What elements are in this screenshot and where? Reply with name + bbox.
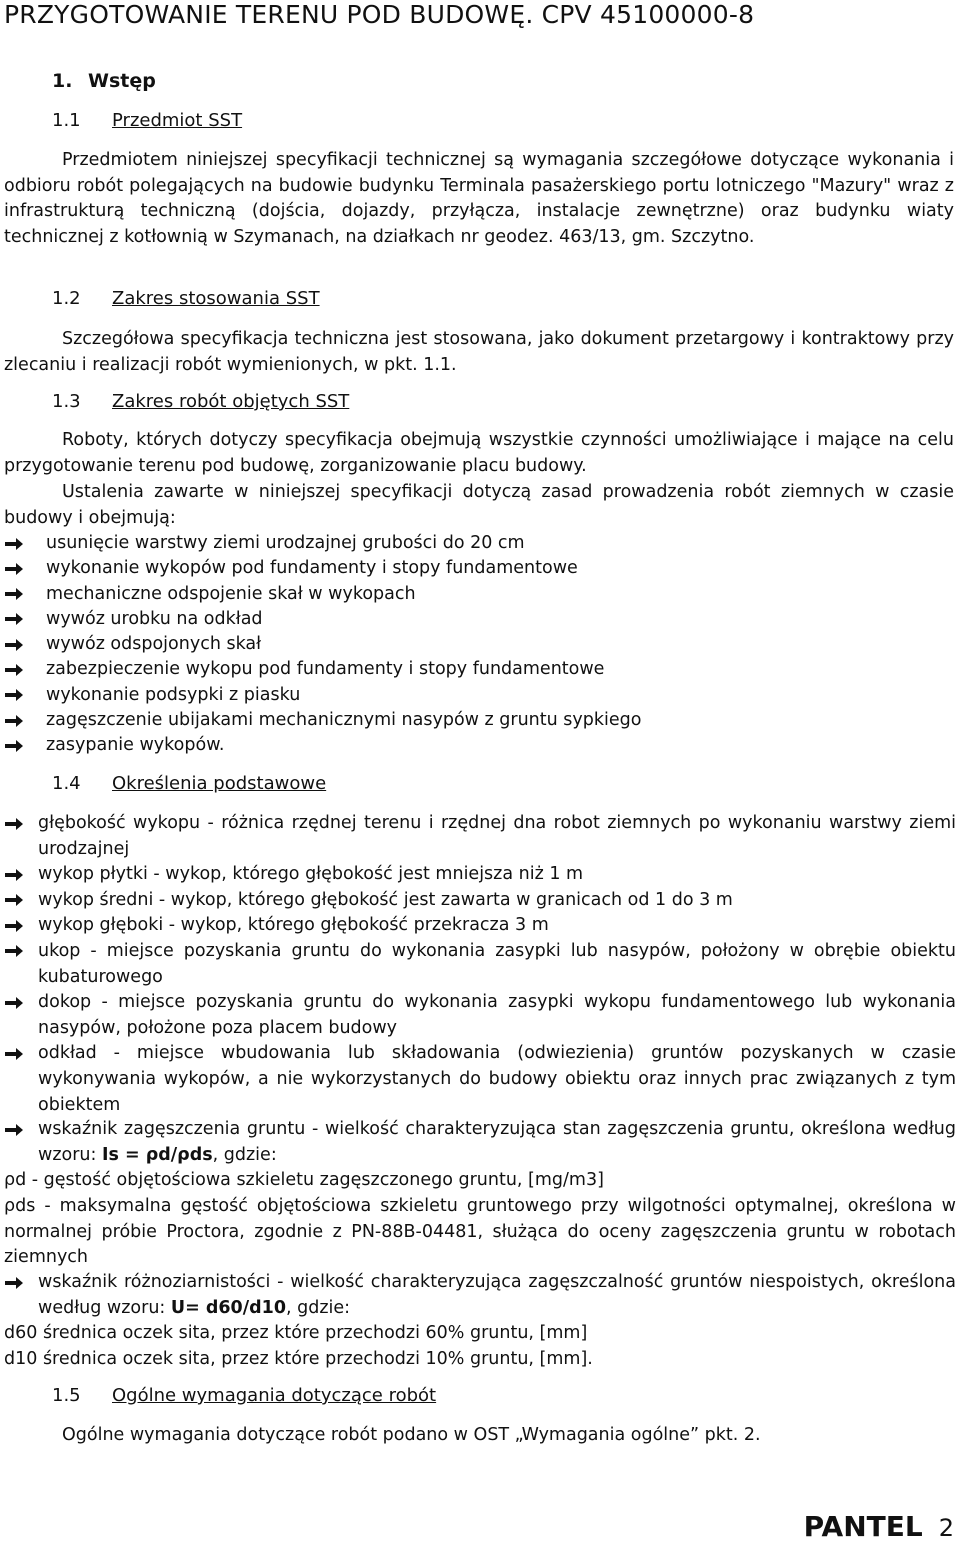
page-footer — [804, 1510, 954, 1543]
subsection-number: 1.4 — [52, 773, 81, 794]
list-item-text: ukop - miejsce pozyskania gruntu do wykonania zasypki lub nasypów, położony w obrębie obiektu kubaturowego — [38, 940, 956, 987]
paragraph-text: Ogólne wymagania dotyczące robót podano w OST „Wymagania ogólne” pkt. 2. — [62, 1425, 761, 1445]
section-number: 1. — [52, 70, 73, 92]
list-item — [4, 1117, 956, 1168]
list-item — [4, 708, 956, 733]
paragraph-1-2 — [4, 327, 954, 378]
arrow-right-icon — [4, 733, 32, 758]
subsection-number: 1.1 — [52, 110, 81, 131]
arrow-right-icon — [4, 862, 32, 887]
list-item-text: wykonanie wykopów pod fundamenty i stopy fundamentowe — [46, 558, 578, 579]
list-item — [4, 556, 956, 581]
list-item — [4, 657, 956, 682]
paragraph-text: Szczegółowa specyfikacja techniczna jest stosowana, jako dokument przetargowy i kontraktowy przy zlecaniu i realizacji robót wymienionych, w pkt. 1.1. — [4, 329, 954, 375]
arrow-right-icon — [4, 556, 32, 581]
symbol-def-d10: d10 średnica oczek sita, przez które przechodzi 10% gruntu, [mm]. — [4, 1349, 593, 1369]
arrow-right-icon — [4, 939, 32, 964]
symbol-def-rho-d: ρd - gęstość objętościowa szkieletu zagęszczonego gruntu, [mg/m3] — [4, 1170, 604, 1190]
arrow-right-icon — [4, 632, 32, 657]
paragraph-text: Roboty, których dotyczy specyfikacja obejmują wszystkie czynności umożliwiające i mające na celu przygotowanie terenu pod budowę, zorganizowanie placu budowy. — [4, 430, 954, 476]
list-item — [4, 913, 956, 939]
list-item-text: wywóz urobku na odkład — [46, 608, 263, 629]
paragraph-1-3b — [4, 480, 954, 531]
company-logo-text: PANTEL — [803, 1510, 923, 1543]
list-item-text: wskaźnik różnoziarnistości - wielkość charakteryzująca zagęszczalność gruntów niespoistych, określona według wzoru: — [38, 1272, 956, 1318]
section-heading-1 — [52, 70, 156, 92]
list-item-text: zagęszczenie ubijakami mechanicznymi nasypów z gruntu sypkiego — [46, 710, 642, 731]
list-item-text: odkład - miejsce wbudowania lub składowania (odwiezienia) gruntów pozyskanych w czasie wykonywania wykopów, a nie wykorzystanych do budowy obiektu oraz innych prac związanych z tym obiektem — [38, 1043, 956, 1115]
list-item — [4, 888, 956, 914]
subsection-label: Określenia podstawowe — [112, 773, 327, 794]
list-item — [4, 607, 956, 632]
subsection-number: 1.2 — [52, 288, 81, 309]
subsection-label: Zakres stosowania SST — [112, 288, 320, 309]
document-title: PRZYGOTOWANIE TERENU POD BUDOWĘ. CPV 45100000-8 — [4, 0, 755, 29]
subsection-label: Zakres robót objętych SST — [112, 391, 350, 412]
list-item — [4, 862, 956, 888]
list-item-text: wskaźnik zagęszczenia gruntu - wielkość charakteryzująca stan zagęszczenia gruntu, określona według wzoru: — [38, 1119, 956, 1165]
definitions-list — [4, 811, 956, 1118]
arrow-right-icon — [4, 657, 32, 682]
list-item-text: wywóz odspojonych skał — [46, 634, 262, 655]
arrow-right-icon — [4, 683, 32, 708]
scope-list — [4, 531, 956, 759]
page-number: 2 — [938, 1514, 954, 1542]
paragraph-1-5 — [4, 1423, 954, 1449]
list-item — [4, 632, 956, 657]
arrow-right-icon — [4, 531, 32, 556]
symbol-def-d60: d60 średnica oczek sita, przez które przechodzi 60% gruntu, [mm] — [4, 1323, 588, 1343]
list-item-text: zabezpieczenie wykopu pod fundamenty i stopy fundamentowe — [46, 659, 605, 680]
arrow-right-icon — [4, 607, 32, 632]
list-item-text: dokop - miejsce pozyskania gruntu do wykonania zasypki wykopu fundamentowego lub wykonania nasypów, położone poza placem budowy — [38, 992, 956, 1038]
symbol-def-rho-ds: ρds - maksymalna gęstość objętościowa szkieletu gruntowego przy wilgotności optymalnej, określona w normalnej próbie Proctora, zgodnie z PN-88B-04481, służąca do oceny zagęszczenia gruntu w robotach ziemnych — [4, 1196, 956, 1268]
subsection-heading-1-5 — [52, 1385, 436, 1406]
section-label: Wstęp — [88, 70, 156, 92]
list-item — [4, 531, 956, 556]
arrow-right-icon — [4, 1117, 32, 1142]
definitions-list-is — [4, 1117, 956, 1168]
formula: Is = ρd/ρds — [101, 1144, 213, 1165]
arrow-right-icon — [4, 913, 32, 938]
subsection-heading-1-2 — [52, 288, 320, 309]
arrow-right-icon — [4, 990, 32, 1015]
list-item-text: wykonanie podsypki z piasku — [46, 684, 301, 705]
list-item — [4, 582, 956, 607]
paragraph-text: Przedmiotem niniejszej specyfikacji technicznej są wymagania szczegółowe dotyczące wykonania i odbioru robót polegających na budowie budynku Terminala pasażerskiego portu lotniczego "Mazury" wraz z infrastrukturą techniczną (dojścia, dojazdy, przyłącza, instalacje zewnętrzne) oraz budynku wiaty technicznej z kotłownią w Szymanach, na działkach nr geodez. 463/13, gm. Szczytno. — [4, 150, 954, 247]
list-item-text: zasypanie wykopów. — [46, 735, 225, 756]
subsection-heading-1-3 — [52, 391, 349, 412]
arrow-right-icon — [4, 1041, 32, 1066]
list-item — [4, 1041, 956, 1118]
list-item — [4, 939, 956, 990]
arrow-right-icon — [4, 888, 32, 913]
list-item-text: , gdzie: — [286, 1297, 351, 1318]
subsection-number: 1.5 — [52, 1385, 81, 1406]
list-item-text: wykop głęboki - wykop, którego głębokość przekracza 3 m — [38, 915, 549, 936]
subsection-label: Ogólne wymagania dotyczące robót — [112, 1385, 437, 1406]
definitions-list-u — [4, 1270, 956, 1321]
subsection-heading-1-4 — [52, 773, 326, 794]
list-item-text: mechaniczne odspojenie skał w wykopach — [46, 583, 416, 604]
list-item — [4, 811, 956, 862]
list-item-text: wykop średni - wykop, którego głębokość jest zawarta w granicach od 1 do 3 m — [38, 889, 733, 910]
paragraph-1-1 — [4, 148, 954, 250]
paragraph-1-3a — [4, 428, 954, 479]
arrow-right-icon — [4, 1270, 32, 1295]
formula: U= d60/d10 — [170, 1297, 286, 1318]
arrow-right-icon — [4, 811, 32, 836]
list-item — [4, 1270, 956, 1321]
arrow-right-icon — [4, 582, 32, 607]
list-item-text: usunięcie warstwy ziemi urodzajnej grubości do 20 cm — [46, 533, 525, 553]
list-item-text: wykop płytki - wykop, którego głębokość jest mniejsza niż 1 m — [38, 864, 584, 885]
paragraph-text: Ustalenia zawarte w niniejszej specyfikacji dotyczą zasad prowadzenia robót ziemnych w czasie budowy i obejmują: — [4, 482, 954, 528]
arrow-right-icon — [4, 708, 32, 733]
subsection-number: 1.3 — [52, 391, 81, 412]
list-item — [4, 733, 956, 758]
list-item-text: głębokość wykopu - różnica rzędnej terenu i rzędnej dna robot ziemnych po wykonaniu warstwy ziemi urodzajnej — [38, 813, 956, 859]
subsection-heading-1-1 — [52, 110, 242, 131]
list-item-text: , gdzie: — [212, 1144, 277, 1165]
list-item — [4, 990, 956, 1041]
list-item — [4, 683, 956, 708]
subsection-label: Przedmiot SST — [112, 110, 243, 131]
